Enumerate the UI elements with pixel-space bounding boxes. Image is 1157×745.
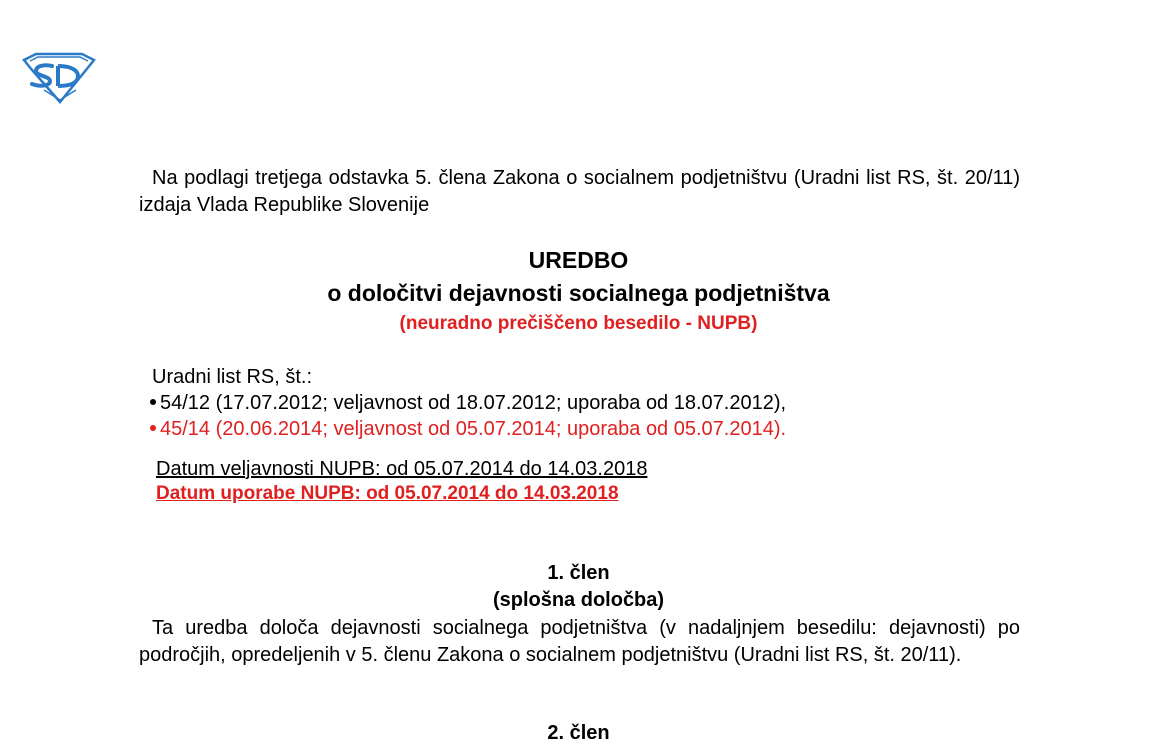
- sd-logo: [22, 50, 96, 104]
- article-number: 2. člen: [547, 722, 610, 744]
- application-date: Datum uporabe NUPB: od 05.07.2014 do 14.03.2018: [156, 483, 619, 504]
- gazette-label: Uradni list RS, št.:: [152, 366, 313, 388]
- bullet-icon: [150, 399, 156, 405]
- article-text: Ta uredba določa dejavnosti socialnega podjetništva (v nadaljnjem besedilu: dejavnosti) po področjih, opredeljenih v 5. členu Zakona o socialnem podjetništvu (Uradni list RS, št. 20/11).: [139, 617, 1020, 666]
- bullet-icon: [150, 425, 156, 431]
- unofficial-note: (neuradno prečiščeno besedilo - NUPB): [399, 313, 758, 334]
- article-number: 1. člen: [547, 562, 610, 584]
- intro-paragraph: Na podlagi tretjega odstavka 5. člena Zakona o socialnem podjetništvu (Uradni list RS, št. 20/11) izdaja Vlada Republike Slovenije: [139, 167, 1020, 216]
- document-subtitle: o določitvi dejavnosti socialnega podjetništva: [327, 280, 830, 306]
- gazette-item: 54/12 (17.07.2012; veljavnost od 18.07.2012; uporaba od 18.07.2012),: [150, 390, 786, 416]
- gazette-list: [152, 364, 786, 442]
- article-heading: (splošna določba): [492, 589, 665, 611]
- document-title: UREDBO: [528, 247, 629, 273]
- validity-date: Datum veljavnosti NUPB: od 05.07.2014 do 14.03.2018: [156, 458, 648, 480]
- gazette-item: 45/14 (20.06.2014; veljavnost od 05.07.2014; uporaba od 05.07.2014).: [150, 416, 786, 442]
